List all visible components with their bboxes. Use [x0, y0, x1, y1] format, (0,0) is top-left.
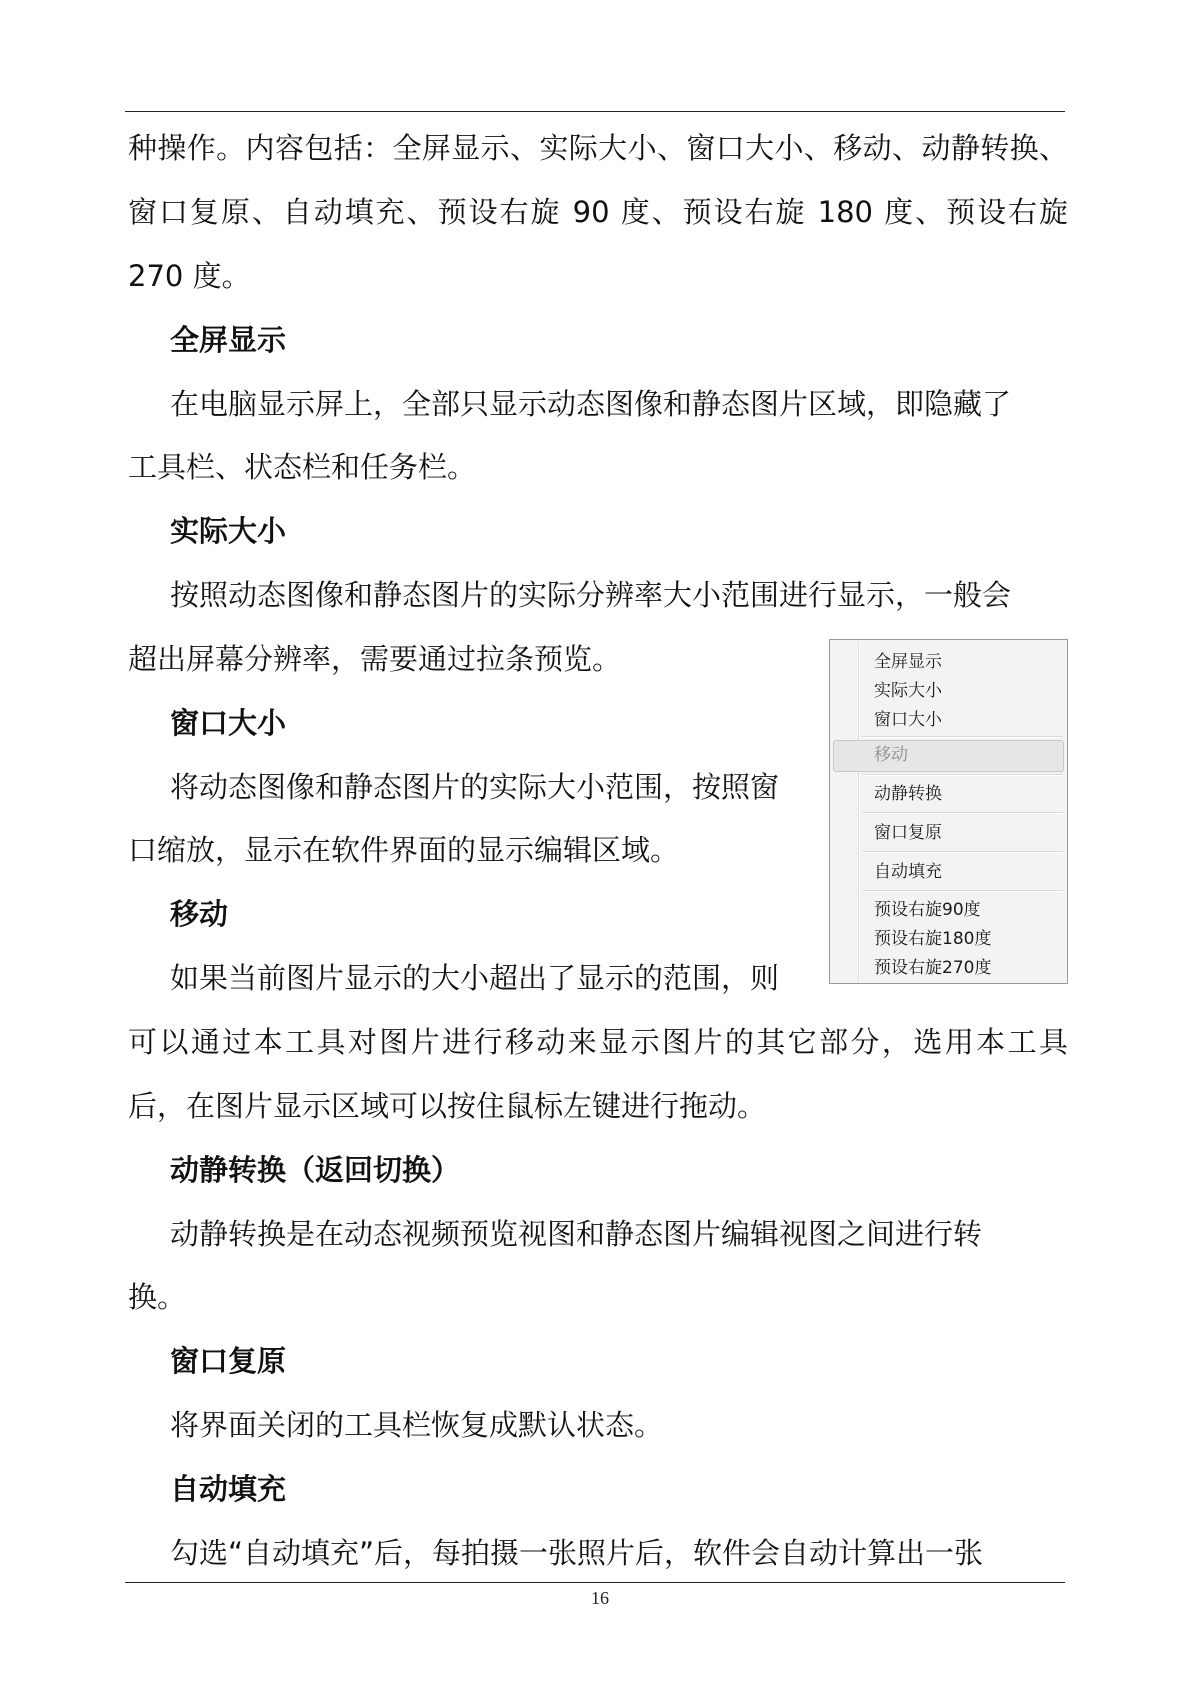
section-heading-window-size: 窗口大小 — [170, 706, 287, 740]
menu-separator — [862, 736, 1063, 738]
menu-item-static-dynamic-switch: 动静转换 — [874, 784, 942, 804]
section-heading-actual-size: 实际大小 — [170, 514, 287, 548]
body-line: 种操作。内容包括：全屏显示、实际大小、窗口大小、移动、动静转换、 — [128, 131, 1068, 165]
body-line: 将界面关闭的工具栏恢复成默认状态。 — [170, 1408, 664, 1442]
menu-icon-gutter — [858, 642, 860, 981]
section-heading-move: 移动 — [170, 897, 229, 931]
body-line: 口缩放，显示在软件界面的显示编辑区域。 — [128, 833, 680, 867]
header-rule — [125, 111, 1065, 112]
menu-item-actual-size: 实际大小 — [874, 681, 942, 701]
body-line: 可以通过本工具对图片进行移动来显示图片的其它部分，选用本工具 — [128, 1025, 1068, 1059]
menu-separator — [862, 812, 1063, 814]
body-line: 将动态图像和静态图片的实际大小范围，按照窗 — [170, 770, 780, 804]
menu-separator — [862, 890, 1063, 892]
body-line: 换。 — [128, 1280, 187, 1314]
menu-separator — [862, 774, 1063, 776]
body-line: 动静转换是在动态视频预览视图和静态图片编辑视图之间进行转 — [170, 1217, 983, 1251]
section-heading-window-restore: 窗口复原 — [170, 1344, 287, 1378]
section-heading-auto-fill: 自动填充 — [170, 1472, 287, 1506]
body-line: 如果当前图片显示的大小超出了显示的范围，则 — [170, 961, 780, 995]
body-line: 工具栏、状态栏和任务栏。 — [128, 450, 477, 484]
body-line: 按照动态图像和静态图片的实际分辨率大小范围进行显示，一般会 — [170, 578, 1012, 612]
menu-item-auto-fill: 自动填充 — [874, 862, 942, 882]
menu-separator — [862, 851, 1063, 853]
menu-item-rotate-270: 预设右旋270度 — [874, 958, 992, 978]
footer-rule — [125, 1582, 1065, 1583]
body-line: 后，在图片显示区域可以按住鼠标左键进行拖动。 — [128, 1089, 767, 1123]
page-number: 16 — [591, 1588, 609, 1608]
menu-item-fullscreen: 全屏显示 — [874, 652, 942, 672]
section-heading-static-dynamic-switch: 动静转换（返回切换） — [170, 1153, 461, 1187]
body-line: 270 度。 — [128, 259, 251, 293]
body-line: 超出屏幕分辨率，需要通过拉条预览。 — [128, 642, 622, 676]
context-menu-screenshot — [829, 639, 1068, 984]
body-line: 勾选“自动填充”后，每拍摄一张照片后，软件会自动计算出一张 — [170, 1536, 984, 1570]
menu-item-move: 移动 — [874, 745, 908, 765]
menu-item-window-size: 窗口大小 — [874, 710, 942, 730]
menu-item-window-restore: 窗口复原 — [874, 823, 942, 843]
menu-item-rotate-90: 预设右旋90度 — [874, 900, 981, 920]
menu-item-rotate-180: 预设右旋180度 — [874, 929, 992, 949]
body-line: 窗口复原、自动填充、预设右旋 90 度、预设右旋 180 度、预设右旋 — [128, 195, 1068, 229]
body-line: 在电脑显示屏上，全部只显示动态图像和静态图片区域，即隐藏了 — [170, 387, 1012, 421]
section-heading-fullscreen: 全屏显示 — [170, 323, 287, 357]
menu-item-highlight — [833, 740, 1064, 772]
